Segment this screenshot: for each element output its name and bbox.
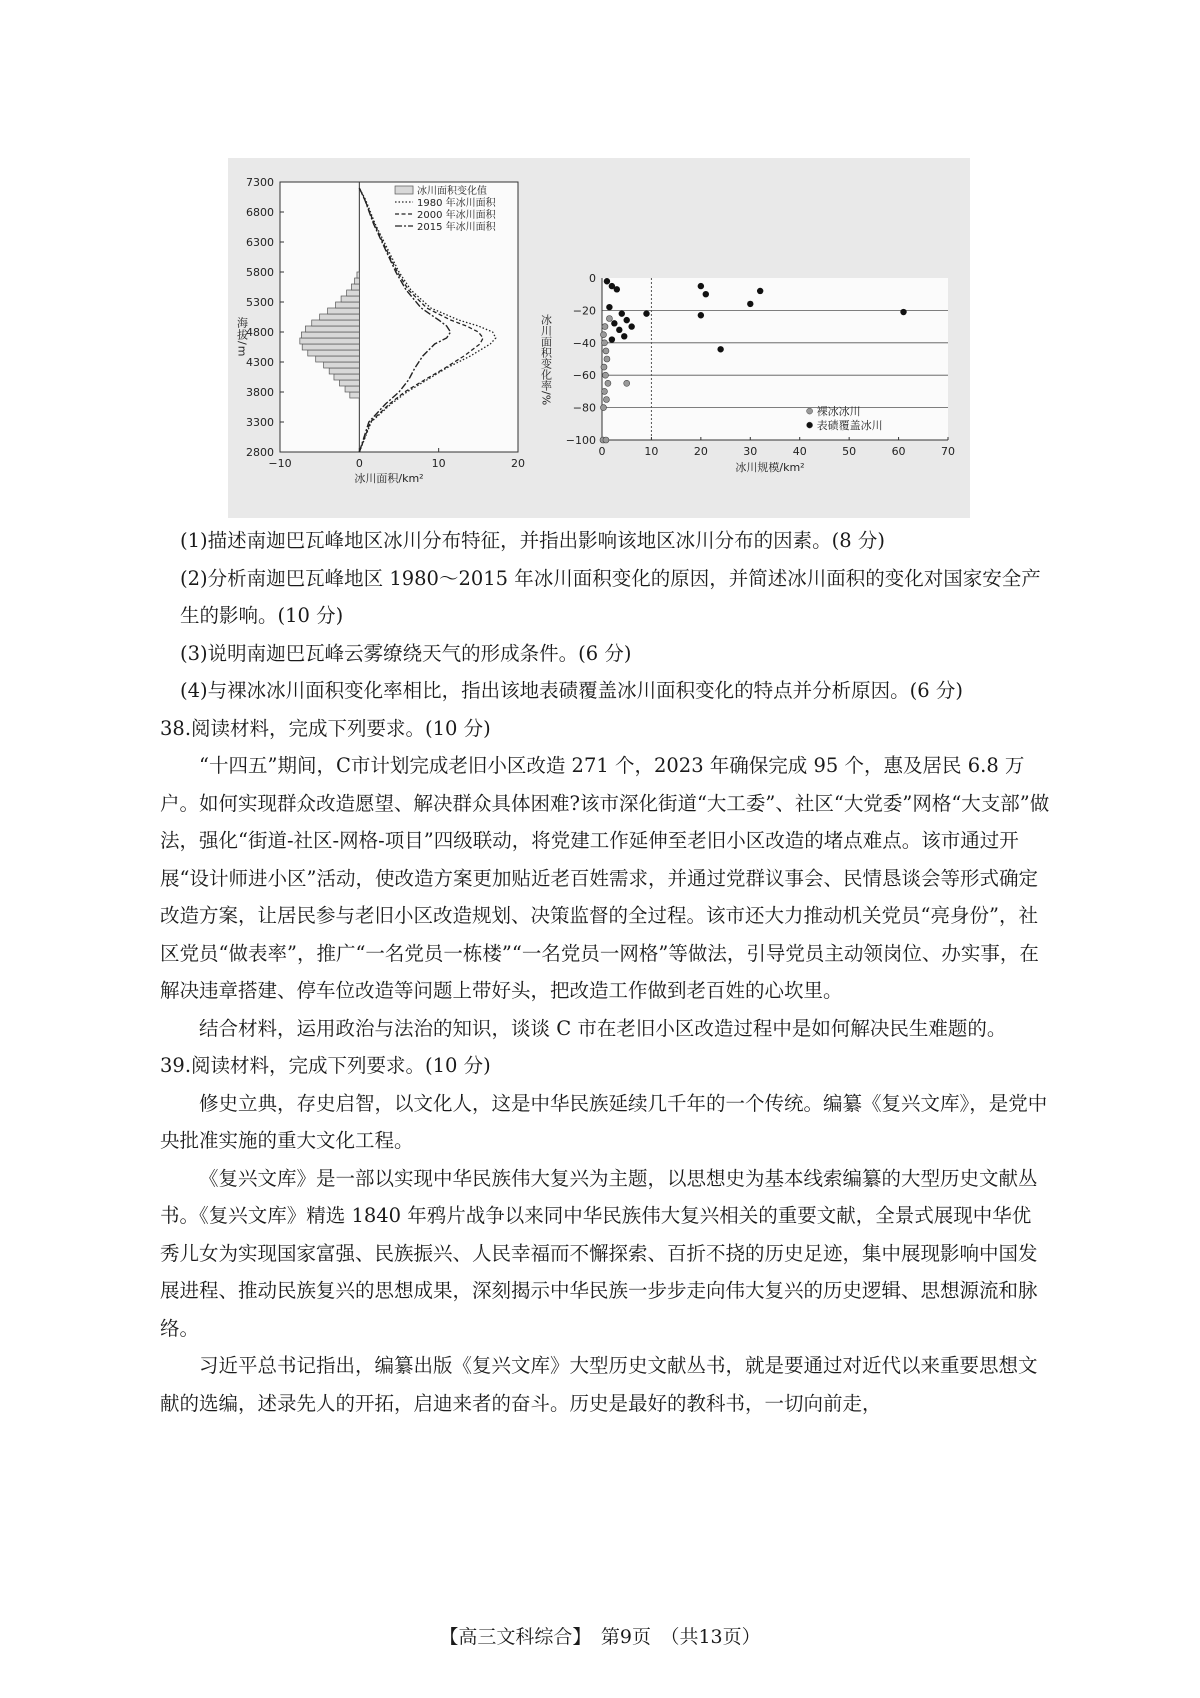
y-tick-label: 6800 [246, 206, 274, 219]
x-tick-label: 60 [891, 445, 906, 458]
material-39-paragraph-1: 修史立典，存史启智，以文化人，这是中华民族延续几千年的一个传统。编纂《复兴文库》，是党中央批准实施的重大文化工程。 [160, 1091, 1048, 1152]
y-tick-label: 4800 [246, 326, 274, 339]
change-bar [329, 368, 359, 374]
change-bar [351, 284, 359, 290]
question-39: 39.阅读材料，完成下列要求。(10 分) [160, 1054, 491, 1077]
y-axis-label: 海拔/m [235, 317, 249, 358]
change-bar [316, 356, 360, 362]
x-tick-label: 20 [511, 457, 525, 470]
change-bar [340, 380, 360, 386]
debris-glacier-point [614, 286, 620, 292]
y-tick-label: 0 [589, 272, 596, 285]
bare-glacier-point [603, 397, 609, 403]
debris-glacier-point [643, 310, 649, 316]
legend-swatch [395, 186, 413, 194]
x-tick-label: 40 [792, 445, 807, 458]
y-tick-label: −60 [572, 369, 596, 383]
legend-label: 2015 年冰川面积 [417, 222, 496, 233]
bare-glacier-point [602, 372, 608, 378]
area-change-scatter [528, 158, 968, 518]
y-tick-label: −80 [572, 401, 596, 415]
y-tick-label: −100 [565, 434, 596, 447]
debris-glacier-point [624, 317, 630, 323]
y-tick-label: 4300 [246, 356, 274, 369]
debris-glacier-point [757, 288, 763, 294]
change-bar [308, 350, 360, 356]
y-axis-label: 冰川面积变化率/% [539, 314, 553, 406]
legend-marker [807, 422, 813, 428]
x-axis-label: 冰川面积/km² [354, 472, 424, 485]
y-tick-label: 3800 [246, 386, 274, 399]
y-tick-label: 7300 [246, 176, 274, 189]
debris-glacier-point [616, 327, 622, 333]
change-bar [334, 374, 359, 380]
legend-label: 2000 年冰川面积 [417, 210, 496, 221]
x-tick-label: 20 [693, 445, 708, 458]
question-38-prompt: 结合材料，运用政治与法治的知识，谈谈 C 市在老旧小区改造过程中是如何解决民生难题的。 [199, 1016, 1007, 1040]
debris-glacier-point [900, 309, 906, 315]
question-text [160, 522, 1050, 1422]
x-tick-label: 10 [644, 445, 659, 458]
change-bar [350, 392, 360, 398]
x-tick-label: 70 [941, 445, 955, 458]
plot-area [602, 278, 948, 440]
y-tick-label: 2800 [246, 446, 274, 459]
legend-label: 1980 年冰川面积 [417, 198, 496, 209]
bare-glacier-point [604, 356, 610, 362]
change-bar [355, 278, 360, 284]
change-bar [312, 320, 360, 326]
x-tick-label: 10 [431, 457, 446, 470]
y-tick-label: −20 [572, 304, 596, 318]
change-bar [336, 302, 360, 308]
legend-label: 冰川面积变化值 [417, 186, 488, 197]
legend-label: 裸冰冰川 [816, 405, 861, 419]
y-tick-label: 5300 [246, 296, 274, 309]
x-tick-label: 50 [842, 445, 857, 458]
debris-glacier-point [604, 278, 610, 284]
y-tick-label: 5800 [246, 266, 274, 279]
elevation-area-chart [228, 158, 528, 518]
change-bar [324, 362, 360, 368]
legend-label: 表碛覆盖冰川 [816, 419, 883, 433]
bare-glacier-point [603, 437, 609, 443]
x-tick-label: 0 [598, 445, 606, 458]
debris-glacier-point [703, 291, 709, 297]
x-tick-label: 0 [355, 457, 363, 470]
change-bar [341, 296, 359, 302]
figure-panel [228, 158, 970, 518]
change-bar [347, 290, 360, 296]
change-bar [357, 272, 359, 278]
debris-glacier-point [628, 323, 634, 329]
x-tick-label: 30 [743, 445, 758, 458]
debris-glacier-point [619, 310, 625, 316]
change-bar [320, 314, 360, 320]
change-bar [302, 344, 359, 350]
debris-glacier-point [621, 333, 627, 339]
bare-glacier-point [600, 405, 606, 411]
y-tick-label: 3300 [246, 416, 274, 429]
question-3: (3)说明南迦巴瓦峰云雾缭绕天气的形成条件。(6 分) [180, 641, 632, 665]
debris-glacier-point [609, 336, 615, 342]
legend-marker [807, 408, 813, 414]
y-tick-label: −40 [572, 336, 596, 350]
bare-glacier-point [624, 380, 630, 386]
question-4: (4)与裸冰冰川面积变化率相比，指出该地表碛覆盖冰川面积变化的特点并分析原因。(6 分) [180, 679, 963, 702]
question-2: (2)分析南迦巴瓦峰地区 1980～2015 年冰川面积变化的原因，并简述冰川面积的变化对国家安全产生的影响。(10 分) [180, 566, 1041, 627]
change-bar [345, 386, 359, 392]
debris-glacier-point [611, 320, 617, 326]
bare-glacier-point [601, 364, 607, 370]
y-tick-label: 6300 [246, 236, 274, 249]
bare-glacier-point [602, 324, 608, 330]
debris-glacier-point [747, 301, 753, 307]
x-axis-label: 冰川规模/km² [735, 461, 805, 474]
bare-glacier-point [605, 380, 611, 386]
change-bar [305, 326, 359, 332]
debris-glacier-point [698, 283, 704, 289]
x-tick-label: −10 [268, 457, 292, 470]
question-1: (1)描述南迦巴瓦峰地区冰川分布特征，并指出影响该地区冰川分布的因素。(8 分) [180, 529, 885, 552]
change-bar [328, 308, 360, 314]
question-38: 38.阅读材料，完成下列要求。(10 分) [160, 716, 491, 740]
change-bar [301, 332, 359, 338]
bare-glacier-point [606, 316, 612, 322]
debris-glacier-point [606, 304, 612, 310]
bare-glacier-point [601, 340, 607, 346]
material-39-paragraph-3: 习近平总书记指出，编纂出版《复兴文库》大型历史文献丛书，就是要通过对近代以来重要思想文献的选编，述录先人的开拓，启迪来者的奋斗。历史是最好的教科书，一切向前走， [160, 1354, 1038, 1415]
debris-glacier-point [698, 312, 704, 318]
bare-glacier-point [601, 388, 607, 394]
change-bar [300, 338, 360, 344]
bare-glacier-point [603, 348, 609, 354]
bare-glacier-point [600, 332, 606, 338]
material-39-paragraph-2: 《复兴文库》是一部以实现中华民族伟大复兴为主题，以思想史为基本线索编纂的大型历史文献丛书。《复兴文库》精选 1840 年鸦片战争以来同中华民族伟大复兴相关的重要文献，全景式展现中华优秀儿女为实现国家富强、民族振兴、人民幸福而不懈探索、百折不挠的历史足迹，集中展现影响中国发展进程、推动民族复兴的思想成果，深刻揭示中华民族一步步走向伟大复兴的历史逻辑、思想源流和脉络。 [160, 1166, 1038, 1340]
debris-glacier-point [717, 346, 723, 352]
page-footer: 【高三文科综合】 第9页 （共13页） [439, 1626, 761, 1648]
material-38-paragraph: “十四五”期间，C市计划完成老旧小区改造 271 个，2023 年确保完成 95 个，惠及居民 6.8 万户。如何实现群众改造愿望、解决群众具体困难?该市深化街道“大工委”、社区“大党委”网格“大支部”做法，强化“街道-社区-网格-项目”四级联动，将党建工作延伸至老旧小区改造的堵点难点。该市通过开展“设计师进小区”活动，使改造方案更加贴近老百姓需求，并通过党群议事会、民情恳谈会等形式确定改造方案，让居民参与老旧小区改造规划、决策监督的全过程。该市还大力推动机关党员“亮身份”，社区党员“做表率”，推广“一名党员一栋楼”“一名党员一网格”等做法，引导党员主动领岗位、办实事，在解决违章搭建、停车位改造等问题上带好头，把改造工作做到老百姓的心坎里。 [160, 754, 1050, 1002]
